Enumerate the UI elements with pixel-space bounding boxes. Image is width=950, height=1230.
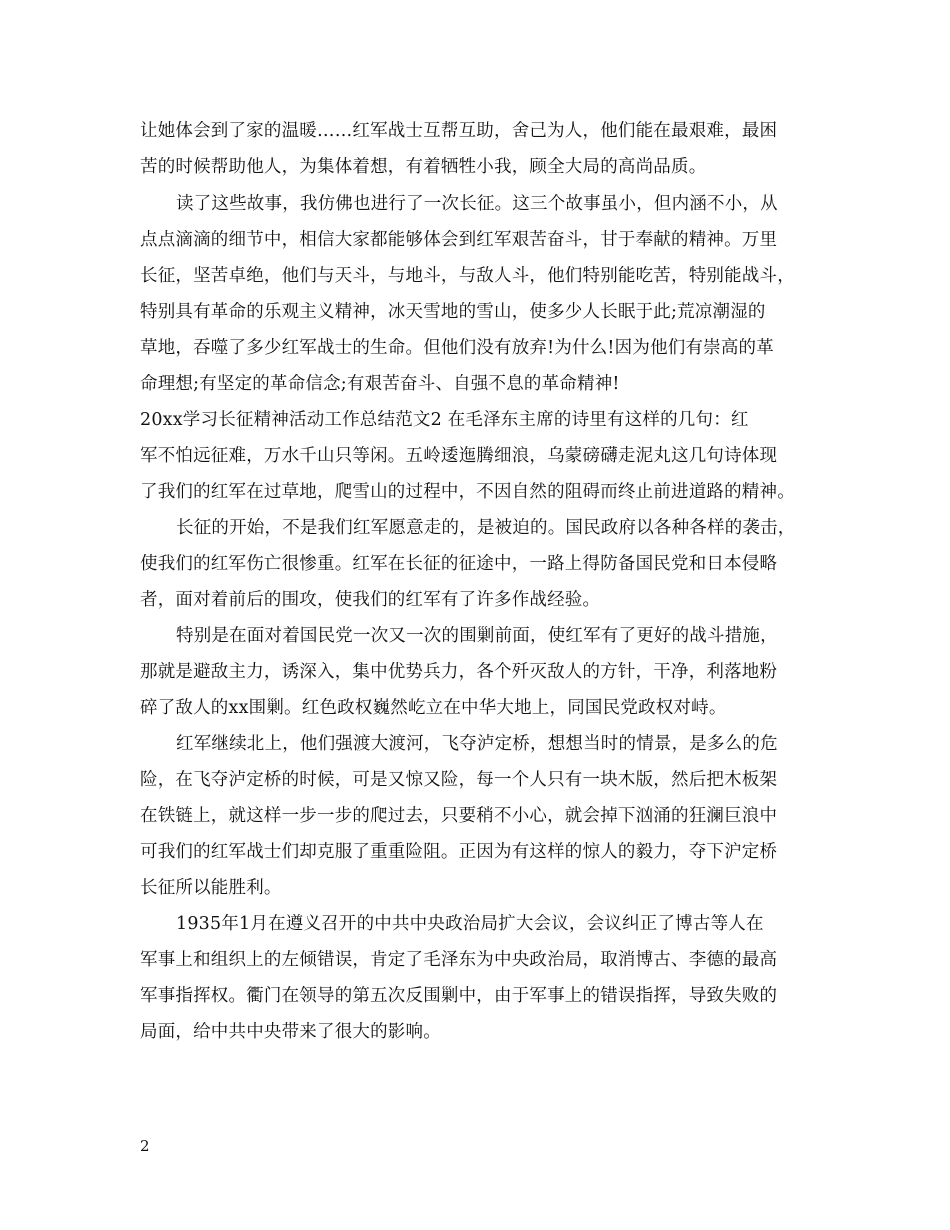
- text-line: 读了这些故事，我仿佛也进行了一次长征。这三个故事虽小，但内涵不小，从: [176, 194, 778, 214]
- text-line: 让她体会到了家的温暖……红军战士互帮互助，舍己为人，他们能在最艰难，最困: [140, 121, 778, 141]
- text-line: 在铁链上，就这样一步一步的爬过去，只要稍不小心，就会掉下汹涌的狂澜巨浪中: [140, 806, 778, 826]
- page-number: 2: [140, 1137, 150, 1155]
- text-line: 特别是在面对着国民党一次又一次的围剿前面，使红军有了更好的战斗措施，: [176, 626, 778, 646]
- text-line: 者，面对着前后的围攻，使我们的红军有了许多作战经验。: [140, 590, 601, 610]
- text-line: 了我们的红军在过草地，爬雪山的过程中，不因自然的阻碍而终止前进道路的精神。: [140, 482, 795, 502]
- text-line: 那就是避敌主力，诱深入，集中优势兵力，各个歼灭敌人的方针，干净，利落地粉: [140, 662, 778, 682]
- text-line: 苦的时候帮助他人，为集体着想，有着牺牲小我，顾全大局的高尚品质。: [140, 157, 707, 177]
- text-line: 可我们的红军战士们却克服了重重险阻。正因为有这样的惊人的毅力，夺下沪定桥: [140, 842, 778, 862]
- text-line: 草地，吞噬了多少红军战士的生命。但他们没有放弃!为什么!因为他们有崇高的革: [140, 338, 774, 358]
- text-line: 点点滴滴的细节中，相信大家都能够体会到红军艰苦奋斗，甘于奉献的精神。万里: [140, 230, 778, 250]
- text-line: 长征所以能胜利。: [140, 878, 282, 898]
- text-line: 长征，坚苦卓绝，他们与天斗，与地斗，与敌人斗，他们特别能吃苦，特别能战斗，: [140, 266, 795, 286]
- text-line: 碎了敌人的xx围剿。红色政权巍然屹立在中华大地上，同国民党政权对峙。: [140, 698, 727, 718]
- text-line: 军事指挥权。衢门在领导的第五次反围剿中，由于军事上的错误指挥，导致失败的: [140, 986, 778, 1006]
- text-line: 红军继续北上，他们强渡大渡河，飞夺泸定桥，想想当时的情景，是多么的危: [176, 734, 778, 754]
- text-line: 局面，给中共中央带来了很大的影响。: [140, 1022, 441, 1042]
- text-line: 1935年1月在遵义召开的中共中央政治局扩大会议，会议纠正了博古等人在: [176, 914, 764, 934]
- text-line: 特别具有革命的乐观主义精神，冰天雪地的雪山，使多少人长眠于此;荒凉潮湿的: [140, 302, 766, 322]
- text-line: 命理想;有坚定的革命信念;有艰苦奋斗、自强不息的革命精神!: [140, 374, 620, 394]
- text-line: 使我们的红军伤亡很惨重。红军在长征的征途中，一路上得防备国民党和日本侵略: [140, 554, 778, 574]
- text-line: 军不怕远征难，万水千山只等闲。五岭逶迤腾细浪，乌蒙磅礴走泥丸这几句诗体现: [140, 446, 778, 466]
- text-line: 军事上和组织上的左倾错误，肯定了毛泽东为中央政治局，取消博古、李德的最高: [140, 950, 778, 970]
- text-line: 20xx学习长征精神活动工作总结范文2 在毛泽东主席的诗里有这样的几句：红: [140, 410, 749, 430]
- text-line: 险，在飞夺泸定桥的时候，可是又惊又险，每一个人只有一块木版，然后把木板架: [140, 770, 778, 790]
- text-line: 长征的开始，不是我们红军愿意走的，是被迫的。国民政府以各种各样的袭击，: [176, 518, 796, 538]
